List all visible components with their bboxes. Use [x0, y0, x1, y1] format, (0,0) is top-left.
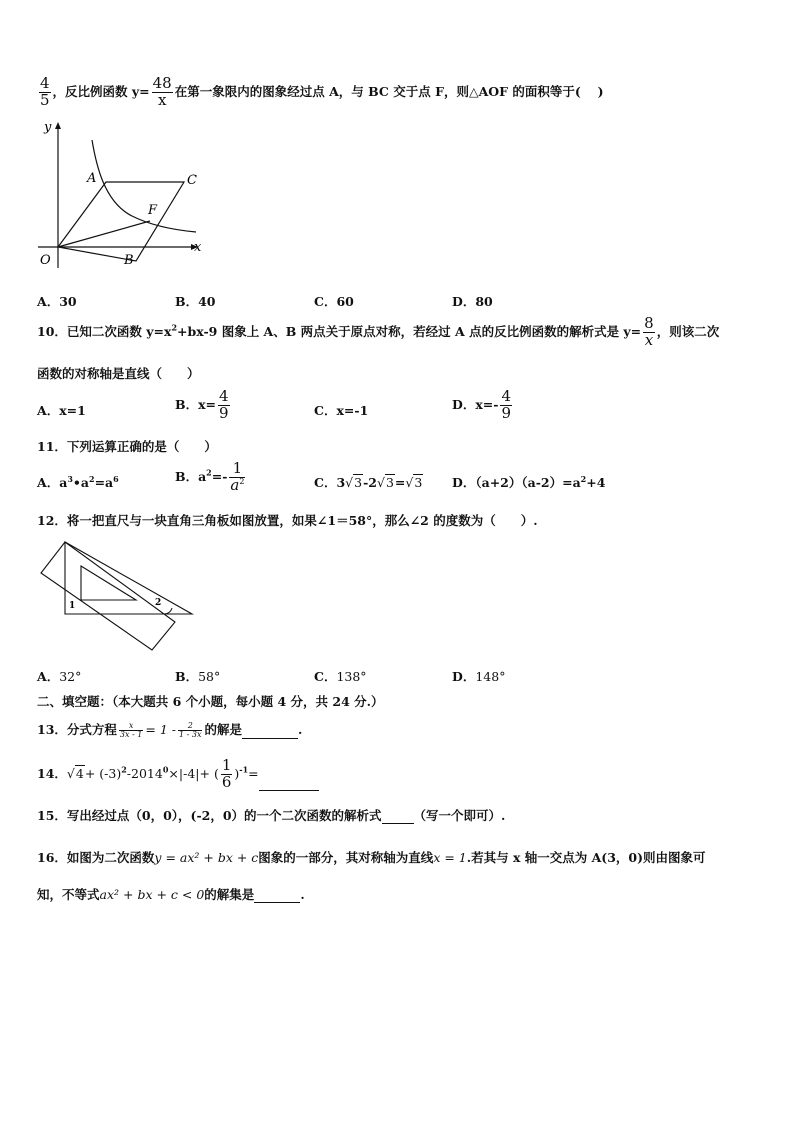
q16-stem-line2: 知，不等式ax² + bx + c < 0的解集是 . — [37, 887, 305, 902]
answer-blank[interactable] — [242, 726, 298, 739]
q9-function-fraction: $\frac{48}{x}$ — [152, 74, 172, 109]
answer-blank[interactable] — [259, 778, 319, 791]
q14-stem: 14．$√4+ (-3)^2-2014^0\times|-4|+$ ( $\frac{1}{6}$ )$^{-1}$= — [37, 758, 319, 791]
sqrt-symbol: √4 — [66, 765, 84, 781]
q10-option-d[interactable]: D．x=- $\frac{4}{9}$ — [452, 387, 512, 422]
angle-1-label: 1 — [69, 601, 76, 611]
label-F: F — [148, 203, 158, 218]
q10-stem-line2: 函数的对称轴是直线（ ） — [37, 366, 200, 381]
answer-blank[interactable] — [254, 890, 300, 903]
q11-option-d[interactable]: D．$(a+2)(a-2)=a^2+4$ — [452, 473, 606, 490]
q9-option-a[interactable]: A．30 — [37, 294, 77, 309]
section-heading: 二、填空题：（本大题共 6 个小题，每小题 4 分，共 24 分.） — [37, 694, 384, 709]
q12-option-c[interactable]: C．138° — [314, 669, 367, 684]
q9-option-d[interactable]: D．80 — [452, 294, 493, 309]
q12-figure — [34, 538, 200, 654]
q11-stem: 11．下列运算正确的是（ ） — [37, 439, 217, 454]
q11-option-c[interactable]: C．3√3-2√3=√3 — [314, 475, 423, 490]
q9-figure — [34, 118, 210, 274]
sqrt-symbol: √3 — [376, 475, 394, 490]
q12-option-d[interactable]: D．148° — [452, 669, 506, 684]
q12-option-b[interactable]: B．58° — [175, 669, 221, 684]
q11-option-a[interactable]: A．$a^3•a^2=a^6$ — [37, 473, 119, 490]
q9-option-c[interactable]: C．60 — [314, 294, 354, 309]
label-B: B — [124, 253, 134, 268]
q10-option-a[interactable]: A．x=1 — [37, 403, 86, 418]
q12-stem: 12．将一把直尺与一块直角三角板如图放置，如果∠1＝58°，那么∠2 的度数为（ ）. — [37, 513, 538, 528]
q9-option-b[interactable]: B．40 — [175, 294, 216, 309]
sqrt-symbol: √3 — [405, 475, 423, 490]
q10-option-c[interactable]: C．x=-1 — [314, 403, 369, 418]
q15-stem: 15．写出经过点（0，0），(-2，0）的一个二次函数的解析式 （写一个即可）. — [37, 808, 506, 823]
angle-2-label: 2 — [155, 598, 162, 608]
q10-option-b[interactable]: B．x= $\frac{4}{9}$ — [175, 387, 229, 422]
q10-stem: 10．已知二次函数 $y=x^2+bx-9$ 图象上 A、B 两点关于原点对称，若经过 A 点的反比例函数的解析式是 y= $\frac{8}{x}$ ，则该二次 — [37, 314, 720, 349]
q9-stem: $\frac{4}{5}$ ，反比例函数 y= $\frac{48}{x}$ 在第一象限内的图象经过点 A，与 BC 交于点 F，则△AOF 的面积等于( ) — [40, 74, 604, 109]
q9-fraction: $\frac{4}{5}$ — [40, 74, 50, 109]
q12-option-a[interactable]: A．32° — [37, 669, 82, 684]
label-C: C — [187, 173, 197, 188]
answer-blank[interactable] — [382, 811, 414, 824]
q16-stem: 16．如图为二次函数y = ax² + bx + c图象的一部分，其对称轴为直线x = 1.若其与 x 轴一交点为 A(3，0)则由图象可 — [37, 850, 706, 865]
label-y: y — [44, 120, 52, 135]
label-A: A — [87, 171, 97, 186]
q10-fraction: $\frac{8}{x}$ — [644, 314, 654, 349]
label-O: O — [40, 253, 51, 268]
q13-stem: 13．分式方程 $\frac{x}{3x - 1}$ = 1 - $\frac{2}{1 - 3x}$ 的解是 . — [37, 720, 303, 739]
sqrt-symbol: √3 — [345, 475, 363, 490]
q11-option-b[interactable]: B．$a^2=-$ $\frac{1}{a^2}$ — [175, 459, 245, 494]
label-x: x — [194, 240, 202, 255]
